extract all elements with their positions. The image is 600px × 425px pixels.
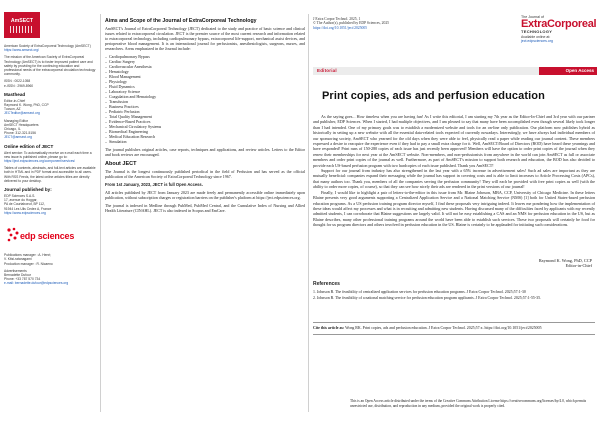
issn: ISSN : 0022-1058 [4,79,31,84]
publication-managers [4,253,96,285]
publisher-line: 17, avenue du Hoggar, [4,198,38,203]
topic-item: – Physiology [105,79,305,84]
about-paragraph: The Journal is the longest continuously published periodical in the field of Perfusion and has served as the official publication of the American Society of ExtraCorporeal Technology since 1967. [105,169,305,179]
aims-column [105,18,305,216]
topic-item: – Blood Management [105,74,305,79]
society-name: American Society of ExtraCorporeal Technology (AmSECT) [4,44,91,48]
masthead-block [4,99,96,140]
managing-line: Chicago, IL [4,127,21,132]
online-edition-heading: Online edition of JECT [4,143,54,149]
topic-item: – Simulation [105,139,305,144]
article-column [310,0,598,425]
body-paragraph: Support for our journal from industry has also strengthened in the last year with a 65% increase in advertisement sales! Such ad sales are important as they are mutually beneficial: companies expand their messaging while the journal has support in covering costs and is able to limit increases to Article Processing Costs (APCs), that many authors too. Thank you, members of all the companies serving the perfusion community! They will each be provided with free print copies as well (with the ability to order more copies, of course), so that they can see how nicely their ads are rendered in the print versions of our journal! [313,168,595,190]
doi-link[interactable]: https://doi.org/10.1051/ject/2025005 [313,25,368,30]
reference-item: 2. Johnson B. The feasibility of a national matching service for perfusion education program applicants. J Extra Corpor Technol. 2025;57:1-55-35. [313,296,541,300]
publisher-block [4,194,96,215]
managing-line: Phone: 312-321-5156 [4,131,36,136]
manager-line: V. Kitsi-ratanagami [4,257,32,262]
topic-item: – Laboratory Science [105,89,305,94]
ads-line: Bernadette Dufour [4,272,31,277]
author-role: Editor-in-Chief [565,263,592,268]
brand-online-text [521,35,587,43]
topic-item: – Pediatric Perfusion [105,109,305,114]
online-edition-block [4,151,96,183]
section-bar-label-bg [313,67,539,75]
published-by-heading: Journal published by: [4,187,52,193]
topic-item: – Cardiovascular Anesthesia [105,64,305,69]
journal-brand [521,15,597,43]
topic-item: – Evidence-Based Practices [105,119,305,124]
article-body [313,114,595,228]
topic-item: – Hematology [105,69,305,74]
ads-line: Advertisements [4,268,27,273]
topic-item: – Total Quality Management [105,114,305,119]
about-paragraph: The journal is indexed in Medline through PubMed, PubMed Central, and the Cumulative Index of Nursing and Allied Health Literature (CINAHL). JECT is also indexed in Scopus and EmCare. [105,203,305,213]
masthead-heading: Masthead [4,91,26,97]
column-divider [308,14,309,412]
reference-item: 1. Johnson B. The feasibility of centralized application services for perfusion education programs. J Extra Corpor Technol. 2025;57:1-30 [313,290,526,294]
article-citation [313,17,389,30]
publisher-url-link[interactable]: https://www.edpsciences.org [4,210,46,215]
citation-line: J Extra Corpor Technol. 2025, 1 [313,17,361,21]
alert-text: Alert service: To automatically receive an e-mail each time a new issue is published online, please go to: [4,150,92,159]
edp-dots-icon [6,227,20,243]
toc-text: Tables of contents, abstracts, and full-text articles are available both in HTML and in PDF format and accessible to all users. With RSS Feeds, the latest online articles titles are directly delivered to your desktop. [4,166,96,183]
publisher-line: 91944 Les Ulis Cedex A, France [4,206,52,211]
ads-email-link[interactable]: e-mail: bernadette.dufour@edpsciences.org [4,281,69,286]
article-title: Print copies, ads and perfusion education [322,90,545,102]
references-list [313,290,597,302]
section-bar [313,67,597,75]
publisher-line: PA de Courtaboeuf, BP 112, [4,202,45,207]
masthead-line: Tucson, AZ [4,107,21,112]
manager-line: Publications manager : A. Henri; [4,253,52,258]
ads-line: Phone: +33 787 570 734 [4,277,41,282]
references-heading: References [313,281,340,287]
topic-item: – Cardiopulmonary Bypass [105,54,305,59]
brand-online-label: Available online at: [521,35,551,39]
society-url-link[interactable]: https://www.amsect.org/ [4,48,39,53]
managing-line: Managing Editor [4,118,29,123]
sidebar-column [4,12,96,289]
managing-line: AmSECT Headquarters [4,122,39,127]
masthead-line: Raymond K. Wong, PhD, CCP [4,103,49,108]
author-name: Raymond K. Wong, PhD, CCP [538,258,592,263]
society-mission: The mission of the American Society of ExtraCorporeal Technology (AmSECT) is to foster improved patient care and safety by providing for the continuing education and professional needs of the extracorporeal circulation technology community. [4,55,96,77]
society-info [4,44,96,88]
cite-label: Cite this article as: [313,326,345,330]
column-divider [100,14,101,412]
edp-sciences-logo [4,225,96,245]
open-access-notice: From 1st January, 2023, JECT is full Open Access. [105,182,203,187]
edp-logo-text: edp sciences [20,231,75,242]
body-paragraph: Finally, I would like to highlight a pair of letters-to-the-editor in this issue from Mr. Blaine Johnson, MBA, CCP, University of Chicago Medicine. In these letters Blaine presents very good arguments supporting a Centralized Application Service and a National Matching Service (NMS) [1] both for United States-based perfusion education programs. As a US perfusion training program director myself, I find these proposals very intriguing indeed. It leaves me pondering how the implementation of these ideas would affect my processes and what is in recruiting and admitting new students. Having discussed many of the difficulties faced by applicants with my recently admitted students, I can corroborate that Blaine suggestions are largely valid. It will not be easy establishing a CAS and an NMS for perfusion education in the US, but as Blaine describes, many other professional training programs around the world have been able to establish such services. These two proposals will certainly be food for thought for us program directors and others involved in perfusion education in the US. Blaine is certainly to be applauded for initiating such considerations. [313,189,595,228]
amsect-logo-text: AmSECT [10,17,34,24]
about-heading: About JECT [105,161,137,167]
brand-url-link[interactable]: ject.edpsciences.org [521,39,553,43]
topic-item: – Business Practices [105,104,305,109]
eissn: e-ISSN : 2969-8960 [4,83,34,88]
topic-item: – Medical Education Research [105,134,305,139]
cite-this-article [313,322,595,335]
body-paragraph: As the saying goes... How timeless when you are having fun! As I write this editorial, I am starting my 7th year as the Editor-In-Chief and 3rd year with our partner and publisher, EDP Sciences. When I started, I had multiple objectives, and I am pleased to say that many have been accomplished even though several likely took longer than I had intended. One of my primary goals was to establish a modernized website and tools for an on-line only publication. Our platform now publishes hybrid as historically in setting up a new website with all the essential data-related tools expected of currently nowadays. Interestingly, we have always had individual members of our sponsoring society, AmSECT who yearned for the old days when they were able to feel, physically read a paper while reading our journal content. These members expressed a desire to reacquire the experience even if they had to pay a small extra charge for it. Well, AmSECT/Board of Directors (BOD) have heard these yearnings and have responded! Print runs of 150-280 copies of each issue has just recently been approved! Members will have the option to order print copies of the journal when they renew their memberships for next year at the AmSECT website. Non-members, and non-perfusionists from anywhere in the world can join AmSECT as full or associate members and order print copies of the journal as well. Furthermore, as part of AmSECT's mission to support both research and education, the BOD has also decided to provide each US-based perfusion program with two hardcopies of each issue published. Thank you AmSECT! [313,114,595,168]
signature-block [539,258,592,268]
aims-heading: Aims and Scope of the Journal of ExtraCorporeal Technology [105,18,257,24]
managing-email-link[interactable]: JECT@amsect.org [4,135,32,140]
brand-title: ExtraCorporeal [521,18,597,30]
topic-item: – Coagulation and Hematology [105,94,305,99]
topic-item: – Cardiac Surgery [105,59,305,64]
topic-item: – Mechanical Circulatory Systems [105,124,305,129]
topic-item: – Fluid Dynamics [105,84,305,89]
publisher-line: EDP Sciences S.A.S. [4,194,36,199]
topics-list [105,54,305,144]
cite-text: Wong RK. Print copies, ads and perfusion education. J Extra Corpor Technol. 2025;57:x. https://doi.org/10.1051/ject/2025005 [345,326,542,330]
brand-small-text: The Journal of [521,15,544,19]
citation-line: © The Author(s), published by EDP Sciences, 2025 [313,21,390,26]
masthead-line: Editor-in-Chief [4,98,26,103]
article-header [313,17,597,57]
amsect-logo-lines [10,26,34,33]
aims-text: AmSECT's Journal of ExtraCorporeal Technology (JECT) dedicated to the study and practice of basic science and clinical issues related to extracorporeal circulation. JECT is the premier source of the most current research and information related to extracorporeal technology, including cardiopulmonary bypass, extracorporeal life-support, mechanical assist devices, and perioperative blood management. It is an international journal for perfusionists, anesthesiologists, surgeons, nurses, and researchers. Areas emphasized in the Journal include: [105,26,305,51]
manager-line: Production manager : R. Nicaeno [4,261,53,266]
section-label: Editorial [317,68,337,74]
editor-email-link[interactable]: JECTeditor@amsect.org [4,111,40,116]
topic-item: – Transfusion [105,99,305,104]
brand-subtitle: TECHNOLOGY [521,29,553,34]
open-access-label: Open Access [565,68,594,74]
aims-closing: The journal publishes original articles, case reports, techniques and applications, and review articles. Letters to the Editor and book reviews are encouraged. [105,147,305,157]
amsect-logo [4,12,40,38]
topic-item: – Biomedical Engineering [105,129,305,134]
alert-service-link[interactable]: https://ject.edpsciences.org/component/services/ [4,159,76,164]
about-paragraph: All articles published by JECT from January 2023 are made freely and permanently accessible online immediately upon publication, without subscription charges or registration barriers on the publisher's platform at https://ject.edpsciences.org. [105,190,305,200]
license-footer: This is an Open Access article distributed under the terms of the Creative Commons Attribution License https://creativecommons.org/licenses/by/4.0, which permits unrestricted use, distribution, and reproduction in any medium, provided the original work is properly cited. [350,399,587,408]
